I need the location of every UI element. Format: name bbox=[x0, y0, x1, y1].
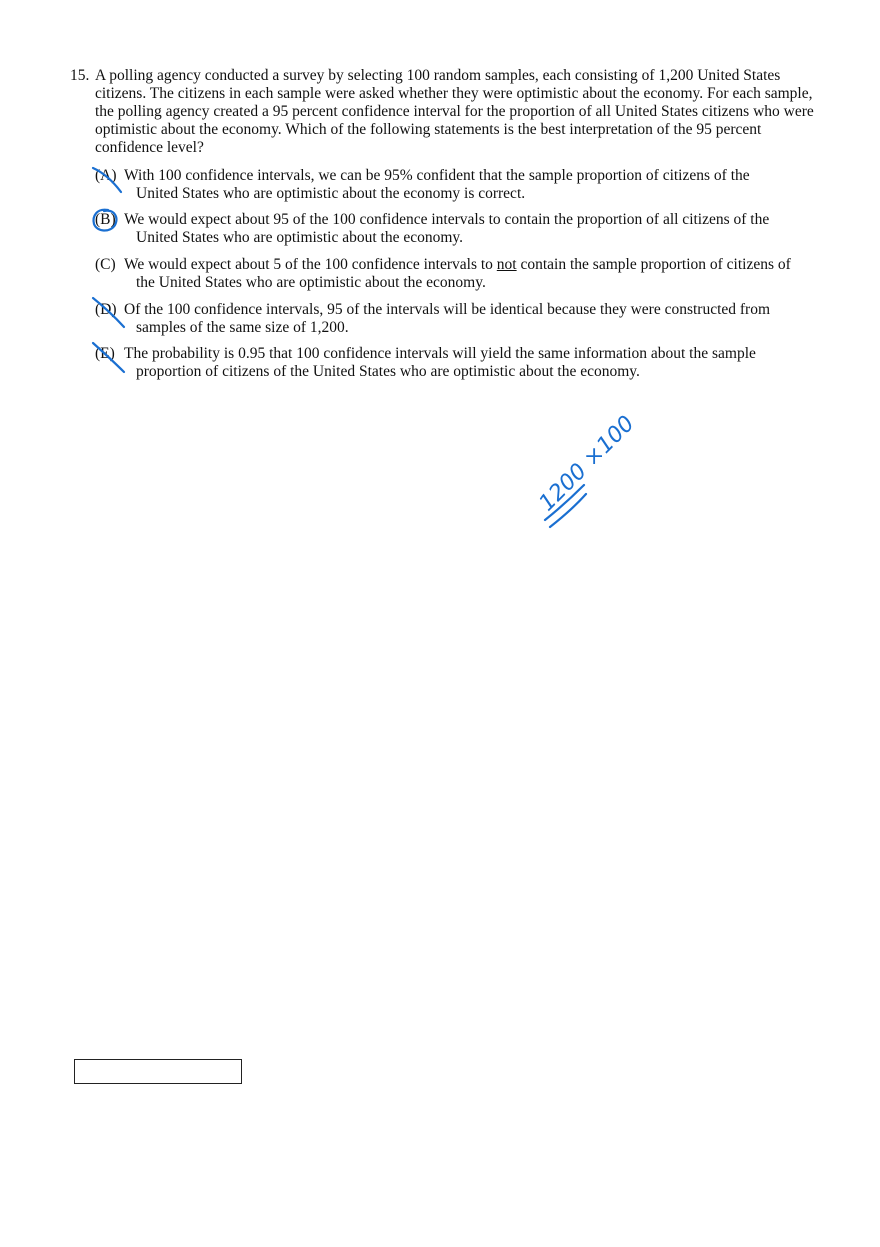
question-number: 15. bbox=[70, 67, 90, 84]
note-underline-1 bbox=[545, 485, 584, 520]
choice-c[interactable] bbox=[95, 256, 825, 292]
choice-a[interactable] bbox=[95, 167, 825, 203]
note-underline-2 bbox=[550, 494, 586, 527]
choice-c-line1-pre: We would expect about 5 of the 100 confidence intervals to bbox=[124, 256, 497, 273]
choice-e-line2: proportion of citizens of the United States who are optimistic about the economy. bbox=[136, 363, 640, 380]
handwritten-note: 1200 ×100 bbox=[534, 411, 640, 517]
question-text: A polling agency conducted a survey by selecting 100 random samples, each consisting of 1,200 United States citizens. The citizens in each sample were asked whether they were optimistic about the economy. For each sample, the polling agency created a 95 percent confidence interval for the proportion of all United States citizens who were optimistic about the economy. Which of the following statements is the best interpretation of the 95 percent confidence level? bbox=[95, 67, 814, 156]
choice-a-letter: (A) bbox=[95, 167, 117, 184]
choice-b-letter: (B) bbox=[95, 211, 116, 228]
choice-c-letter: (C) bbox=[95, 256, 116, 273]
choice-d-line2: samples of the same size of 1,200. bbox=[136, 319, 349, 336]
choice-d-letter: (D) bbox=[95, 301, 117, 318]
question-block bbox=[70, 67, 830, 157]
answer-box[interactable] bbox=[74, 1059, 242, 1084]
choice-c-line2: the United States who are optimistic about the economy. bbox=[136, 274, 486, 291]
choice-d-line1: Of the 100 confidence intervals, 95 of the intervals will be identical because they were constructed from bbox=[124, 301, 771, 318]
choice-a-line2: United States who are optimistic about the economy is correct. bbox=[136, 185, 526, 202]
choice-c-line1-post: contain the sample proportion of citizens of bbox=[516, 256, 791, 273]
choice-c-line1 bbox=[95, 256, 825, 274]
choice-b-line1: We would expect about 95 of the 100 confidence intervals to contain the proportion of all citizens of the bbox=[124, 211, 770, 228]
choice-e-line1: The probability is 0.95 that 100 confidence intervals will yield the same information about the sample bbox=[124, 345, 756, 362]
choice-d[interactable] bbox=[95, 301, 825, 337]
choice-b[interactable] bbox=[95, 211, 825, 247]
choice-b-line2: United States who are optimistic about the economy. bbox=[136, 229, 464, 246]
choice-e-letter: (E) bbox=[95, 345, 115, 362]
choice-e[interactable] bbox=[95, 345, 825, 381]
choice-a-line1: With 100 confidence intervals, we can be 95% confident that the sample proportion of citizens of the bbox=[124, 167, 750, 184]
choice-c-emphasis-not: not bbox=[496, 256, 517, 273]
